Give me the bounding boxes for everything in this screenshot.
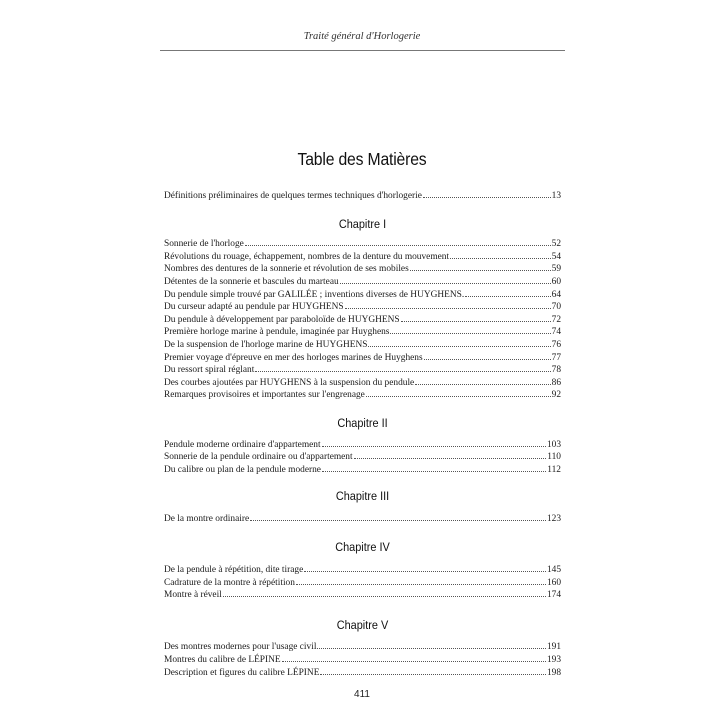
dot-leader bbox=[450, 251, 551, 259]
chapter-heading: Chapitre V bbox=[336, 617, 389, 632]
toc-entry-page: 174 bbox=[546, 590, 561, 601]
toc-entry-intro[interactable] bbox=[164, 190, 561, 203]
chapter-heading: Chapitre III bbox=[335, 489, 390, 504]
toc-entry[interactable] bbox=[164, 389, 561, 402]
toc-entry-label: De la pendule à répétition, dite tirage bbox=[164, 565, 304, 576]
toc-entry-page: 123 bbox=[546, 513, 561, 524]
toc-entry-label: Du ressort spiral réglant bbox=[164, 365, 255, 376]
toc-entry[interactable] bbox=[164, 439, 561, 452]
chapter-heading: Chapitre I bbox=[338, 216, 387, 231]
toc-entry[interactable] bbox=[164, 276, 561, 289]
toc-entry-label: Des courbes ajoutées par HUYGHENS à la suspension du pendule bbox=[164, 377, 415, 388]
toc-entry[interactable] bbox=[164, 564, 561, 577]
toc-entry-label: Détentes de la sonnerie et bascules du marteau bbox=[164, 276, 339, 287]
toc-entry-label: Nombres des dentures de la sonnerie et révolution de ses mobiles bbox=[164, 264, 409, 275]
running-header: Traité général d'Horlogerie bbox=[303, 31, 421, 42]
dot-leader bbox=[322, 439, 546, 447]
toc-entry[interactable] bbox=[164, 464, 561, 477]
dot-leader bbox=[424, 352, 551, 360]
page-title: Table des Matières bbox=[297, 149, 427, 169]
chapter-section bbox=[164, 415, 561, 476]
chapter-section bbox=[164, 617, 561, 679]
dot-leader bbox=[366, 389, 551, 397]
toc-entry[interactable] bbox=[164, 654, 561, 667]
toc-entry[interactable] bbox=[164, 251, 561, 264]
toc-entry-label: Montre à réveil bbox=[164, 590, 222, 601]
dot-leader bbox=[223, 589, 546, 597]
dot-leader bbox=[368, 339, 550, 347]
toc-entry[interactable] bbox=[164, 238, 561, 251]
toc-entry-page: 76 bbox=[551, 339, 561, 350]
toc-entry[interactable] bbox=[164, 641, 561, 654]
dot-leader bbox=[296, 577, 546, 585]
toc-entry[interactable] bbox=[164, 364, 561, 377]
dot-leader bbox=[317, 641, 546, 649]
toc-entry-label: Description et figures du calibre LÉPINE bbox=[164, 667, 320, 678]
toc-entry-label: De la montre ordinaire bbox=[164, 513, 250, 524]
dot-leader bbox=[415, 377, 550, 385]
toc-entry-page: 86 bbox=[551, 377, 561, 388]
toc-entry-page: 72 bbox=[551, 314, 561, 325]
toc-entry-page: 193 bbox=[546, 655, 561, 666]
toc-entry-page: 60 bbox=[551, 276, 561, 287]
toc-entry-page: 110 bbox=[547, 452, 561, 463]
toc-entry-label: Du curseur adapté au pendule par HUYGHENS bbox=[164, 302, 344, 313]
dot-leader bbox=[410, 263, 551, 271]
toc-entry-label: Remarques provisoires et importantes sur l'engrenage bbox=[164, 390, 365, 401]
toc-entry[interactable] bbox=[164, 263, 561, 276]
toc-entry-page: 198 bbox=[546, 667, 561, 678]
header-rule bbox=[160, 50, 565, 51]
toc-entry-page: 103 bbox=[546, 439, 561, 450]
toc-entry-label: Première horloge marine à pendule, imaginée par Huyghens bbox=[164, 327, 390, 338]
toc-entry[interactable] bbox=[164, 326, 561, 339]
toc-entry[interactable] bbox=[164, 301, 561, 314]
toc-entry-page: 78 bbox=[551, 365, 561, 376]
chapter-heading: Chapitre IV bbox=[335, 540, 390, 555]
toc-entry[interactable] bbox=[164, 314, 561, 327]
toc-entry[interactable] bbox=[164, 577, 561, 590]
dot-leader bbox=[423, 190, 551, 198]
toc-entry[interactable] bbox=[164, 451, 561, 464]
toc-entry-label: Du pendule à développement par paraboloïde de HUYGHENS bbox=[164, 314, 400, 325]
toc-entry[interactable] bbox=[164, 339, 561, 352]
toc-entry-label: Montres du calibre de LÉPINE bbox=[164, 655, 281, 666]
toc-entry-label: Du calibre ou plan de la pendule moderne bbox=[164, 464, 321, 475]
toc-entry-label: Sonnerie de l'horloge bbox=[164, 239, 244, 250]
toc-entry-label: De la suspension de l'horloge marine de HUYGHENS bbox=[164, 339, 368, 350]
dot-leader bbox=[320, 667, 546, 675]
dot-leader bbox=[282, 654, 546, 662]
toc-entry-page: 92 bbox=[551, 390, 561, 401]
chapter-section bbox=[164, 542, 561, 601]
toc-entry-page: 52 bbox=[551, 239, 561, 250]
toc-entry[interactable] bbox=[164, 377, 561, 390]
table-of-contents bbox=[164, 190, 561, 679]
dot-leader bbox=[401, 314, 551, 322]
dot-leader bbox=[465, 289, 550, 297]
chapter-section bbox=[164, 216, 561, 402]
toc-entry-label: Premier voyage d'épreuve en mer des horloges marines de Huyghens bbox=[164, 352, 423, 363]
page-number: 411 bbox=[354, 689, 370, 700]
toc-entry-label: Du pendule simple trouvé par GALILÉE ; inventions diverses de HUYGHENS. bbox=[164, 289, 465, 300]
dot-leader bbox=[340, 276, 551, 284]
toc-entry-page: 59 bbox=[551, 264, 561, 275]
toc-entry-page: 112 bbox=[547, 464, 561, 475]
toc-entry-page: 77 bbox=[551, 352, 561, 363]
toc-entry[interactable] bbox=[164, 289, 561, 302]
toc-entry-label: Cadrature de la montre à répétition bbox=[164, 577, 295, 588]
chapter-heading: Chapitre II bbox=[337, 415, 388, 430]
toc-entry[interactable] bbox=[164, 667, 561, 680]
toc-entry-label: Définitions préliminaires de quelques termes techniques d'horlogerie bbox=[164, 191, 422, 201]
toc-entry[interactable] bbox=[164, 352, 561, 365]
chapter-list bbox=[164, 216, 561, 680]
toc-entry-page: 191 bbox=[546, 642, 561, 653]
toc-entry-page: 145 bbox=[546, 565, 561, 576]
chapter-section bbox=[164, 491, 561, 525]
dot-leader bbox=[250, 513, 546, 521]
dot-leader bbox=[255, 364, 550, 372]
toc-entry-page: 13 bbox=[551, 191, 561, 201]
dot-leader bbox=[322, 464, 546, 472]
toc-entry-page: 54 bbox=[551, 251, 561, 262]
toc-entry-page: 64 bbox=[551, 289, 561, 300]
toc-entry-label: Sonnerie de la pendule ordinaire ou d'appartement bbox=[164, 452, 353, 463]
dot-leader bbox=[304, 564, 546, 572]
dot-leader bbox=[245, 238, 551, 246]
toc-entry-label: Révolutions du rouage, échappement, nombres de la denture du mouvement bbox=[164, 251, 450, 262]
toc-entry-label: Pendule moderne ordinaire d'appartement bbox=[164, 439, 321, 450]
toc-entry-page: 74 bbox=[551, 327, 561, 338]
toc-entry-label: Des montres modernes pour l'usage civil bbox=[164, 642, 317, 653]
dot-leader bbox=[354, 451, 547, 459]
dot-leader bbox=[345, 301, 551, 309]
toc-entry[interactable] bbox=[164, 589, 561, 602]
dot-leader bbox=[390, 326, 550, 334]
toc-entry-page: 160 bbox=[546, 577, 561, 588]
toc-entry[interactable] bbox=[164, 513, 561, 526]
toc-entry-page: 70 bbox=[551, 302, 561, 313]
